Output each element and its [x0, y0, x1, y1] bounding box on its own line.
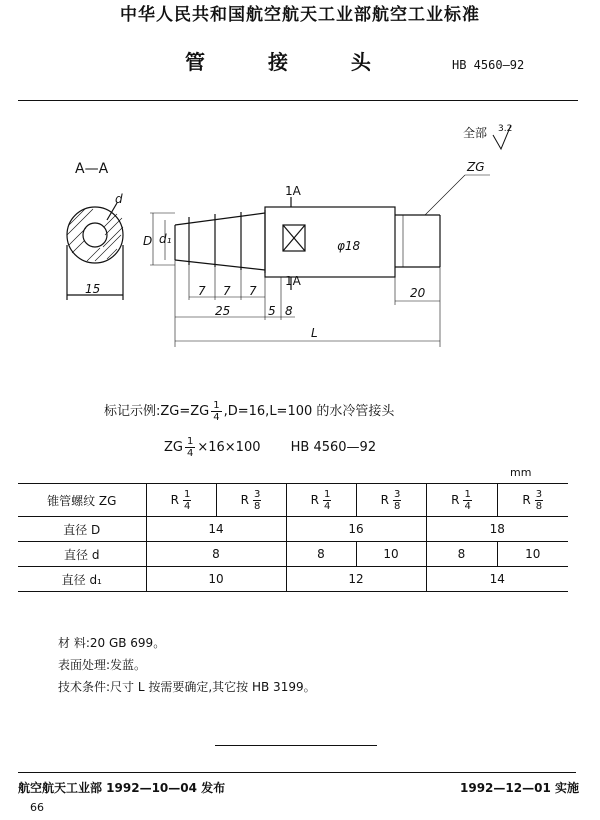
marking-fraction: [211, 400, 221, 423]
unit-label: mm: [510, 466, 532, 479]
note-tech: 技术条件:尺寸 L 按需要确定,其它按 HB 3199。: [58, 680, 316, 694]
header-divider: [18, 100, 578, 101]
row-label: 直径 d: [18, 542, 146, 567]
table-cell: 10: [497, 542, 568, 567]
issuing-organization: 中华人民共和国航空航天工业部航空工业标准: [120, 5, 480, 25]
table-cell: 10: [146, 567, 286, 592]
table-cell: 12: [286, 567, 426, 592]
thread-cell: R $\frac{1}{4}$: [286, 484, 356, 517]
marking-suffix: ,D=16,L=100 的水冷管接头: [223, 404, 395, 419]
section-label: A—A: [75, 161, 109, 177]
dim-20: 20: [410, 286, 426, 300]
label-d: d: [115, 192, 123, 206]
table-cell: 8: [146, 542, 286, 567]
note-surface: 表面处理:发蓝。: [58, 658, 147, 672]
marking-line2-rest: ×16×100: [197, 440, 261, 455]
table-cell: 8: [426, 542, 497, 567]
footer-divider: [18, 772, 576, 773]
thread-cell: R $\frac{1}{4}$: [146, 484, 216, 517]
notes: [58, 632, 316, 698]
section-inner-circle: [83, 223, 107, 247]
roughness-note: 全部: [463, 126, 488, 140]
thread-cell: R $\frac{3}{8}$: [216, 484, 286, 517]
end-divider: [215, 745, 377, 746]
dim-15: 15: [85, 282, 101, 296]
row-label: 直径 D: [18, 517, 146, 542]
table-cell: 8: [286, 542, 356, 567]
dim-7c: 7: [249, 284, 257, 298]
note-material: 材 料:20 GB 699。: [58, 636, 166, 650]
dim-L: L: [311, 326, 318, 340]
hex-body: [265, 207, 395, 277]
label-zg: ZG: [467, 160, 485, 174]
page-number: 66: [30, 801, 44, 814]
label-1a-bottom: 1A: [285, 274, 301, 288]
marking-line2-zg: ZG: [164, 440, 183, 455]
dim-8: 8: [285, 304, 293, 318]
dim-7a: 7: [198, 284, 206, 298]
standard-code: HB 4560—92: [452, 58, 525, 72]
issue-date: 航空航天工业部 1992—10—04 发布: [18, 781, 226, 795]
row-label: 直径 d₁: [18, 567, 146, 592]
table-cell: 14: [146, 517, 286, 542]
spec-table: [18, 483, 568, 592]
marking-line2-frac-num: 1: [186, 436, 194, 447]
roughness-value: 3.2: [498, 124, 513, 134]
technical-drawing: [55, 115, 555, 365]
label-phi18: φ18: [337, 239, 361, 253]
dim-5: 5: [268, 304, 276, 318]
marking-prefix: 标记示例:ZG=ZG: [104, 404, 210, 419]
marking-designation: [164, 436, 376, 459]
table-cell: 16: [286, 517, 426, 542]
dim-25: 25: [215, 304, 231, 318]
table-cell: 18: [426, 517, 568, 542]
marking-line2-code: HB 4560—92: [290, 440, 377, 455]
label-D: D: [143, 234, 153, 248]
thread-cell: R $\frac{3}{8}$: [356, 484, 426, 517]
page-title: 管 接 头: [185, 50, 399, 74]
thread-header: 锥管螺纹 ZG: [18, 484, 146, 517]
thread-cell: R $\frac{1}{4}$: [426, 484, 497, 517]
label-1a-top: 1A: [285, 184, 301, 198]
marking-example: [104, 400, 394, 423]
table-row-thread: [18, 484, 568, 517]
table-row-d1: [18, 567, 568, 592]
label-d1: d₁: [159, 232, 172, 246]
table-cell: 10: [356, 542, 426, 567]
marking-frac-num: 1: [213, 400, 220, 411]
marking-line2-frac-den: 4: [186, 448, 194, 459]
table-row-D: [18, 517, 568, 542]
marking-frac-den: 4: [213, 412, 220, 423]
dim-7b: 7: [223, 284, 231, 298]
marking-line2-fraction: [185, 436, 195, 459]
thread-cell: R $\frac{3}{8}$: [497, 484, 568, 517]
effective-date: 1992—12—01 实施: [460, 781, 579, 795]
table-row-d: [18, 542, 568, 567]
table-cell: 14: [426, 567, 568, 592]
